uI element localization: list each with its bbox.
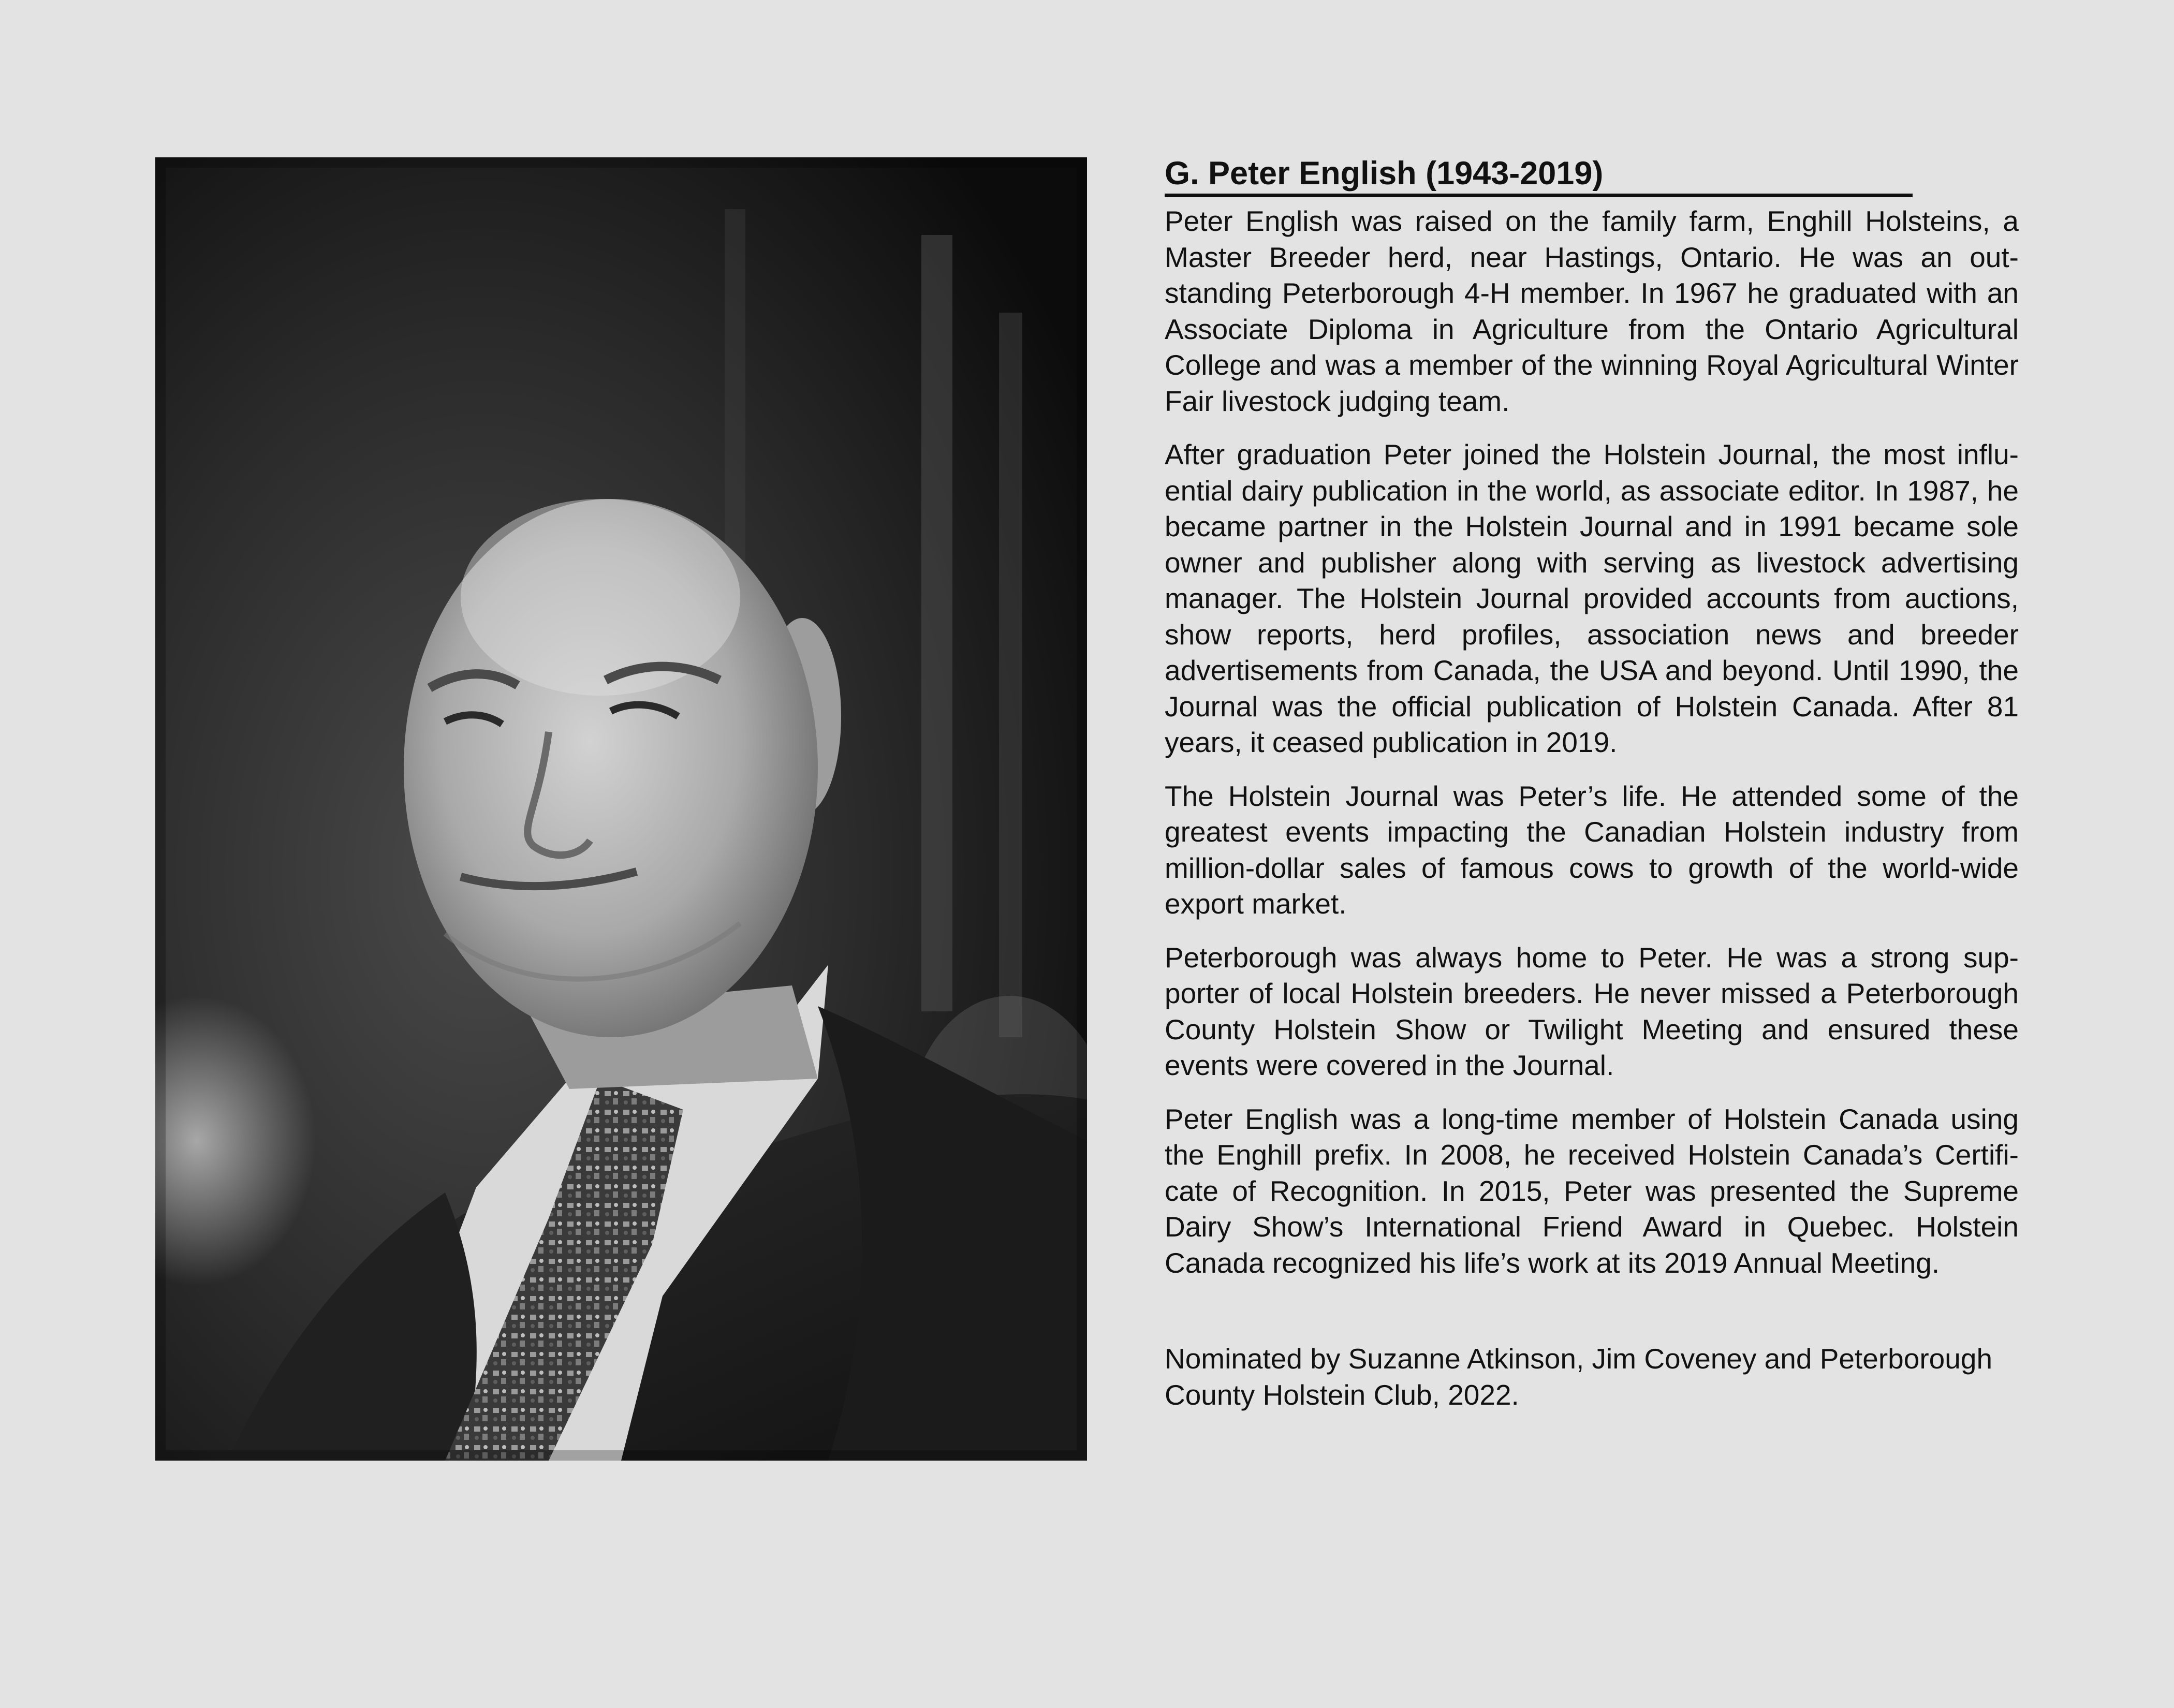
biography xyxy=(1165,153,2019,1413)
bio-paragraph-1: Peter English was raised on the family farm, Enghill Holsteins, a Master Breeder herd, near Hastings, Ontario. He was an outstanding Peterborough 4-H member. In 1967 he graduated with an Associate Diploma in Agriculture from the Ontario Agricultural College and was a member of the winning Royal Agricultural Winter Fair livestock judging team. xyxy=(1165,205,2019,417)
bio-paragraph-4: Peterborough was always home to Peter. He was a strong supporter of local Holstein breeders. He never missed a Peterborough County Holstein Show or Twilight Meeting and ensured these events were covered in the Journal. xyxy=(1165,941,2019,1081)
bio-title: G. Peter English (1943-2019) xyxy=(1165,153,1913,197)
bio-paragraph-2: After graduation Peter joined the Holstein Journal, the most influential dairy publication in the world, as associate editor. In 1987, he became partner in the Holstein Journal and in 1991 became sole owner and publisher along with serving as livestock advertising manager. The Holstein Journal provided accounts from auctions, show reports, herd profiles, association news and breeder advertisements from Canada, the USA and beyond. Until 1990, the Journal was the official publication of Holstein Canada. After 81 years, it ceased publication in 2019. xyxy=(1165,438,2019,758)
portrait-photo xyxy=(155,157,1087,1461)
bio-paragraph-5: Peter English was a long-time member of Holstein Canada using the Enghill prefix. In 2008, he received Holstein Canada’s Certificate of Recognition. In 2015, Peter was presented the Supreme Dairy Show’s International Friend Award in Quebec. Holstein Canada recognized his life’s work at its 2019 Annual Meeting. xyxy=(1165,1102,2019,1279)
nomination-credit: Nominated by Suzanne Atkinson, Jim Coveney and Peterborough County Holstein Club, 2022. xyxy=(1165,1343,1993,1411)
bio-paragraph-3: The Holstein Journal was Peter’s life. He attended some of the greatest events impacting the Canadian Holstein industry from million-dollar sales of famous cows to growth of the world-wide export market. xyxy=(1165,779,2019,920)
